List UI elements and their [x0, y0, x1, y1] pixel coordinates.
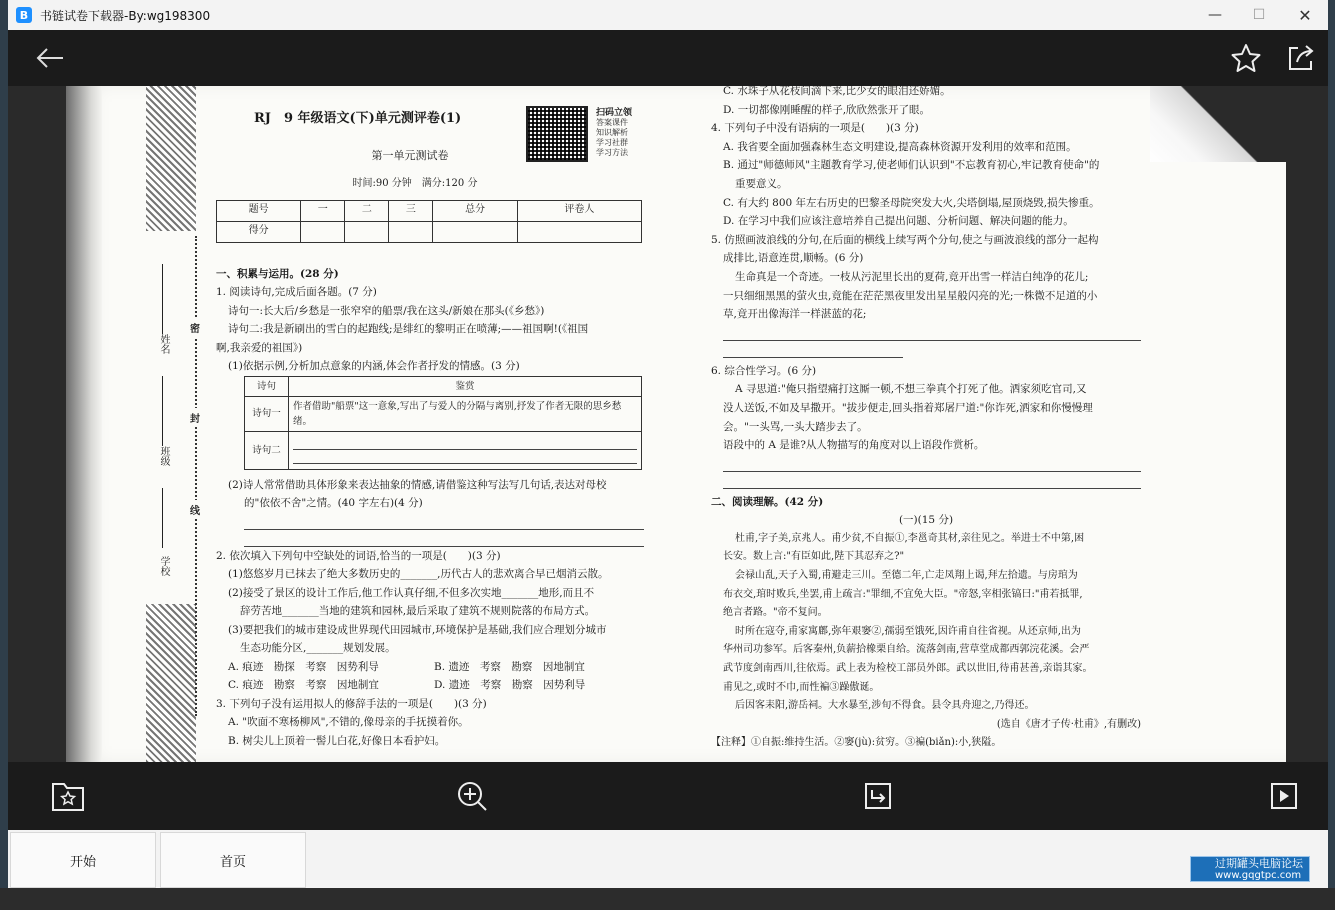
seal-char-1: 密: [190, 318, 200, 337]
binding-info: [146, 236, 206, 596]
exam-subtitle: 第一单元测试卷: [371, 148, 449, 162]
forum-watermark: 过期罐头电脑论坛 www.gqgtpc.com: [1190, 856, 1310, 882]
bottom-toolbar: [8, 762, 1328, 830]
app-window: [8, 0, 1328, 888]
section-1-title: 一、积累与运用。(28 分): [216, 267, 339, 280]
desktop-right-strip: [1328, 0, 1335, 910]
exam-time: 时间:90 分钟 满分:120 分: [352, 178, 478, 189]
binding-class-label: 班级: [158, 446, 169, 466]
arrow-left-icon: [35, 46, 65, 70]
zoom-in-icon: [455, 779, 489, 813]
section-2-title: 二、阅读理解。(42 分): [711, 495, 824, 508]
favorite-button[interactable]: [1228, 40, 1264, 76]
exam-title: RJ 9 年级语文(下)单元测评卷(1): [254, 111, 462, 126]
table-row: 得分: [217, 221, 642, 242]
seal-char-2: 封: [190, 408, 200, 427]
right-column: C. 水珠子从花枝间滴下来,比少女的眼泪还娇媚。 D. 一切都像刚睡醒的样子,欣欣然张开了眼。 4. 下列句子中没有语病的一项是( )(3 分) A. 我省要全面加强森林生态文明建设,提高森林资源开发利用的效率和范围。 B. 通过"师德师风"主题教育学习,使老师们认识到"不忘教育初心,牢记教育使命"的 重要意义。 C. 有大约 800 年左右历史的巴黎圣母院突发大火,尖塔倒塌,屋顶烧毁,损失惨重。 D. 在学习中我们应该注意培养自己提出问题、分析问题、解决问题的能力。 5. 仿照画波浪线的分句,在后面的横线上续写两个分句,使之与画波浪线的部分一起构 成排比,语意连贯,顺畅。(6 分) 生命真是一个奇迹。一枝从污泥里长出的夏荷,竟开出雪一样洁白纯净的花儿; 一只细细黑黑的萤火虫,竟能在茫茫黑夜里发出星星般闪亮的光;一株微不足道的小 草,竟开出像海洋一样湛蓝的花; 6. 综合性学习。(6 分) A 寻思道:"俺只指望痛打这厮一顿,不想三拳真个打死了他。洒家须吃官司,又 没人送饭,不如及早撒开。"拔步便走,回头指着郑屠尸道:"你诈死,洒家和你慢慢理 会。"一头骂,一头大踏步去了。 语段中的 A 是谁?从人物描写的角度对以上语段作赏析。 二、阅读理解。(42 分) (一)(15 分) 杜甫,字子美,京兆人。甫少贫,不自振①,李邕奇其材,亲往见之。举进士不中第,困 长安。数上言:"有臣如此,陛下其忍弃之?" 会禄山乱,天子入蜀,甫避走三川。至德二年,亡走凤翔上谒,拜左拾遗。与房琯为 布衣交,琯时败兵,坐罢,甫上疏言:"罪细,不宜免大臣。"帝怒,宰相张镐曰:"甫若抵罪, 绝言者路。"帝不复问。 时所在寇夺,甫家寓鄜,弥年艰窭②,孺弱至饿死,因许甫自往省视。从还京师,出为 华州司功参军。后客秦州,负薪拾橡栗自给。流落剑南,营草堂成都西郭浣花溪。会严 武节度剑南西川,往依焉。武上表为检校工部员外郎。武以世旧,待甫甚善,亲诣其家。 甫见之,或时不巾,而性褊③躁傲诞。 后因客耒阳,游岳祠。大水暴至,涉旬不得食。县令具舟迎之,乃得还。 (选自《唐才子传·杜甫》,有删改) 【注释】①自振:维持生活。②窭(jù):贫穷。③褊(biǎn):小,狭隘。: [711, 86, 1141, 749]
decorative-pattern-top: [146, 86, 196, 231]
tab-bar: [8, 830, 1328, 888]
back-button[interactable]: [32, 40, 68, 76]
star-icon: [1231, 43, 1261, 73]
tab-start[interactable]: 开始: [10, 832, 156, 888]
qr-caption: 扫码立领 答案课件 知识解析 学习社群 学习方法: [596, 108, 633, 157]
page-spine-shadow: [66, 86, 102, 762]
poem-table: 诗句 鉴赏 诗句一 作者借助"船票"这一意象,写出了与爱人的分隔与离别,抒发了作者无限的思乡愁绪。 诗句二: [244, 376, 642, 470]
close-button[interactable]: ✕: [1298, 5, 1312, 25]
binding-name-label: 姓名: [158, 334, 169, 354]
share-button[interactable]: [1282, 40, 1318, 76]
document-viewer[interactable]: [8, 86, 1328, 762]
top-toolbar: [8, 30, 1328, 86]
zoom-in-button[interactable]: [452, 776, 492, 816]
title-bar: [8, 0, 1328, 30]
decorative-pattern-bottom: [146, 604, 196, 762]
app-icon: B: [16, 7, 32, 23]
page-curl[interactable]: [1150, 86, 1286, 162]
score-table: [216, 200, 642, 243]
seal-char-3: 线: [190, 500, 200, 519]
tab-home[interactable]: 首页: [160, 832, 306, 888]
play-page-icon: [1268, 780, 1300, 812]
taskbar: [0, 888, 1335, 910]
play-button[interactable]: [1264, 776, 1304, 816]
binding-school-label: 学校: [158, 556, 169, 576]
desktop-left-strip: [0, 0, 8, 910]
minimize-button[interactable]: —: [1208, 7, 1222, 23]
qr-code: [526, 106, 588, 162]
rotate-page-icon: [862, 780, 894, 812]
share-icon: [1285, 43, 1315, 73]
exam-page: [66, 86, 1286, 762]
bookmark-button[interactable]: [48, 776, 88, 816]
window-title: 书链试卷下载器-By:wg198300: [40, 8, 211, 23]
table-row: 题号 一 二 三 总分 评卷人: [217, 200, 642, 221]
maximize-button[interactable]: ☐: [1252, 7, 1266, 23]
left-column: 扫码立领 答案课件 知识解析 学习社群 学习方法 RJ 9 年级语文(下)单元测评卷(1) 第一单元测试卷 时间:90 分钟 满分:120 分 题号 一 二 三 总分 评卷人 得分 一、积累与运用。(28 分) 1. 阅读诗句,完成后面各题。(7 分) 诗句一:长大后/乡愁是一张窄窄的船票/我在这头/新娘在那头(《乡愁》) 诗句二:我是新刷出的雪白的起跑线;是绯红的黎明正在喷薄;——祖国啊!(《祖国 啊,我亲爱的祖国》) (1)依据示例,分析加点意象的内涵,体会作者抒发的情感。(3 分) 诗句 鉴赏 诗句一 作者借助"船票"这一意象,写出了与爱人的分隔与离别,抒发了作者无限的思乡愁绪。 诗句二 (2)诗人常常借助具体形象来表达抽象的情感,请借鉴这种写法写几句话,表达对母校 的"依依不舍"之情。(40 字左右)(4 分) 2. 依次填入下列句中空缺处的词语,恰当的一项是( )(3 分) (1)悠悠岁月已抹去了绝大多数历史的_______,历代古人的悲欢离合早已烟消云散。 (2)接受了景区的设计工作后,他工作认真仔细,不但多次实地_______地形,而且不 辞劳苦地_______当地的建筑和园林,最后采取了建筑不规则院落的布局方式。 (3)要把我们的城市建设成世界现代田园城市,环境保护是基础,我们应合理划分城市 生态功能分区,_______规划发展。 A. 痕迹 勘探 考察 因势利导 B. 遗迹 考察 勘察 因地制宜 C. 痕迹 勘察 考察 因地制宜 D. 遗迹 考察 勘察 因势利导 3. 下列句子没有运用拟人的修辞手法的一项是( )(3 分) A. "吹面不寒杨柳风",不错的,像母亲的手抚摸着你。 B. 树尖儿上顶着一髻儿白花,好像日本看护妇。: [216, 94, 644, 750]
rotate-button[interactable]: [858, 776, 898, 816]
folder-star-icon: [51, 780, 85, 812]
